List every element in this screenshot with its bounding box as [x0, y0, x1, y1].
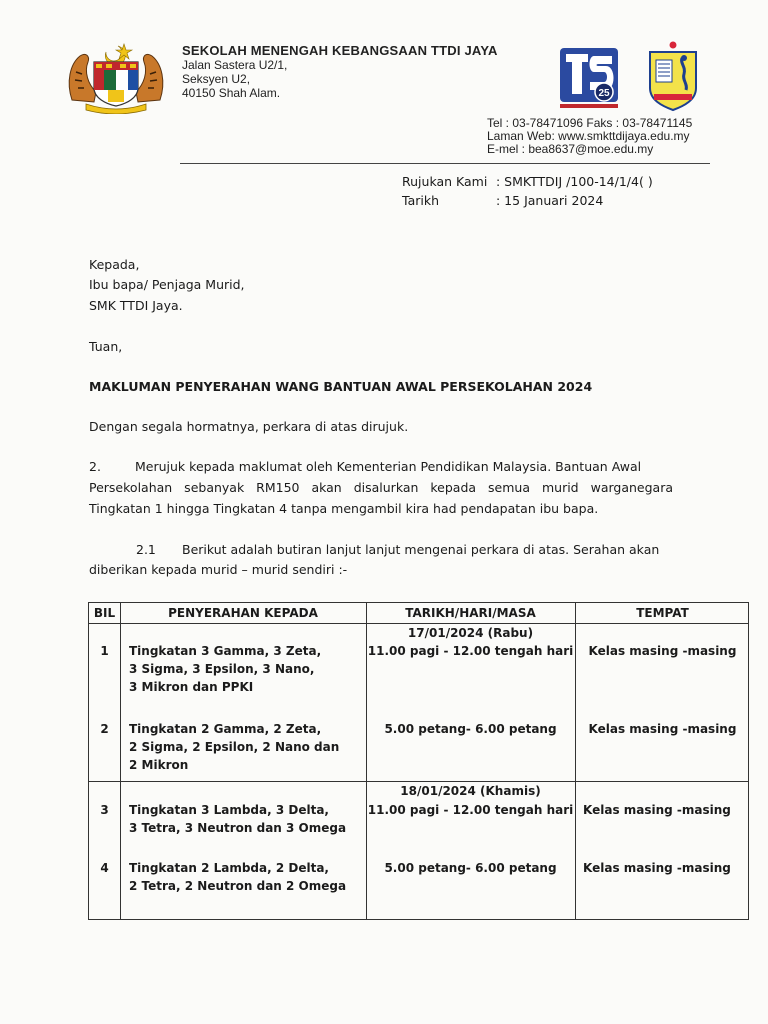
- reference-label: Rujukan Kami: [402, 174, 488, 189]
- row-kepada-line: Tingkatan 3 Gamma, 3 Zeta,: [129, 644, 322, 658]
- recipient-line: SMK TTDI Jaya.: [89, 298, 183, 313]
- row-kepada-line: Tingkatan 3 Lambda, 3 Delta,: [129, 803, 329, 817]
- row-kepada-line: Tingkatan 2 Gamma, 2 Zeta,: [129, 722, 322, 736]
- row-masa: 11.00 pagi - 12.00 tengah hari: [367, 803, 574, 817]
- paragraph-line: Merujuk kepada maklumat oleh Kementerian Pendidikan Malaysia. Bantuan Awal: [135, 459, 642, 474]
- row-bil: 3: [100, 803, 109, 817]
- logo-ts-number: 25: [598, 88, 610, 99]
- header-divider: [180, 163, 710, 164]
- row-bil: 1: [100, 644, 109, 658]
- school-badge-logo: [640, 40, 706, 112]
- letter-subject: MAKLUMAN PENYERAHAN WANG BANTUAN AWAL PERSEKOLAHAN 2024: [89, 379, 593, 394]
- paragraph-number: 2.1: [136, 542, 156, 557]
- paragraph-number: 2.: [89, 459, 101, 474]
- school-ts-logo: [558, 44, 620, 110]
- table-header-tarikh: TARIKH/HARI/MASA: [405, 606, 536, 620]
- table-header-bil: BIL: [93, 606, 116, 620]
- row-tempat: Kelas masing -masing: [588, 644, 737, 658]
- row-kepada-line: Tingkatan 2 Lambda, 2 Delta,: [129, 861, 329, 875]
- contact-phone-fax: Tel : 03-78471096 Faks : 03-78471145: [487, 116, 693, 130]
- table-date-group-2: 18/01/2024 (Khamis): [400, 784, 541, 798]
- address-line: Seksyen U2,: [182, 72, 251, 86]
- row-kepada-line: 2 Sigma, 2 Epsilon, 2 Nano dan: [129, 740, 340, 754]
- row-bil: 4: [100, 861, 109, 875]
- address-line: Jalan Sastera U2/1,: [182, 58, 288, 72]
- row-kepada-line: 2 Mikron: [129, 758, 189, 772]
- address-line: 40150 Shah Alam.: [182, 86, 281, 100]
- row-tempat: Kelas masing -masing: [583, 861, 731, 875]
- paragraph-line: diberikan kepada murid – murid sendiri :-: [89, 562, 348, 577]
- row-masa: 5.00 petang- 6.00 petang: [384, 722, 557, 736]
- date-label: Tarikh: [402, 193, 439, 208]
- recipient-line: Ibu bapa/ Penjaga Murid,: [89, 277, 245, 292]
- row-masa: 11.00 pagi - 12.00 tengah hari: [367, 644, 574, 658]
- row-bil: 2: [100, 722, 109, 736]
- opening-paragraph: Dengan segala hormatnya, perkara di atas dirujuk.: [89, 419, 409, 434]
- contact-email: E-mel : bea8637@moe.edu.my: [487, 142, 654, 156]
- table-header-tempat: TEMPAT: [636, 606, 689, 620]
- reference-value: : SMKTTDIJ /100-14/1/4( ): [496, 174, 653, 189]
- date-value: : 15 Januari 2024: [496, 193, 604, 208]
- contact-website: Laman Web: www.smkttdijaya.edu.my: [487, 129, 690, 143]
- coat-of-arms-logo: [66, 42, 166, 114]
- table-date-group-1: 17/01/2024 (Rabu): [407, 626, 534, 640]
- row-kepada-line: 2 Tetra, 2 Neutron dan 2 Omega: [129, 879, 347, 893]
- row-tempat: Kelas masing -masing: [588, 722, 737, 736]
- school-name: SEKOLAH MENENGAH KEBANGSAAN TTDI JAYA: [182, 43, 498, 58]
- row-kepada-line: 3 Sigma, 3 Epsilon, 3 Nano,: [129, 662, 315, 676]
- row-kepada-line: 3 Tetra, 3 Neutron dan 3 Omega: [129, 821, 347, 835]
- paragraph-line: Persekolahan sebanyak RM150 akan disalurkan kepada semua murid warganegara: [89, 480, 673, 495]
- row-tempat: Kelas masing -masing: [583, 803, 731, 817]
- table-header-penyerahan: PENYERAHAN KEPADA: [168, 606, 318, 620]
- row-kepada-line: 3 Mikron dan PPKI: [129, 680, 254, 694]
- salutation: Tuan,: [89, 339, 123, 354]
- recipient-line: Kepada,: [89, 257, 140, 272]
- distribution-table: [88, 602, 749, 920]
- paragraph-line: Tingkatan 1 hingga Tingkatan 4 tanpa mengambil kira had pendapatan ibu bapa.: [89, 501, 599, 516]
- row-masa: 5.00 petang- 6.00 petang: [384, 861, 557, 875]
- paragraph-line: Berikut adalah butiran lanjut lanjut mengenai perkara di atas. Serahan akan: [182, 542, 660, 557]
